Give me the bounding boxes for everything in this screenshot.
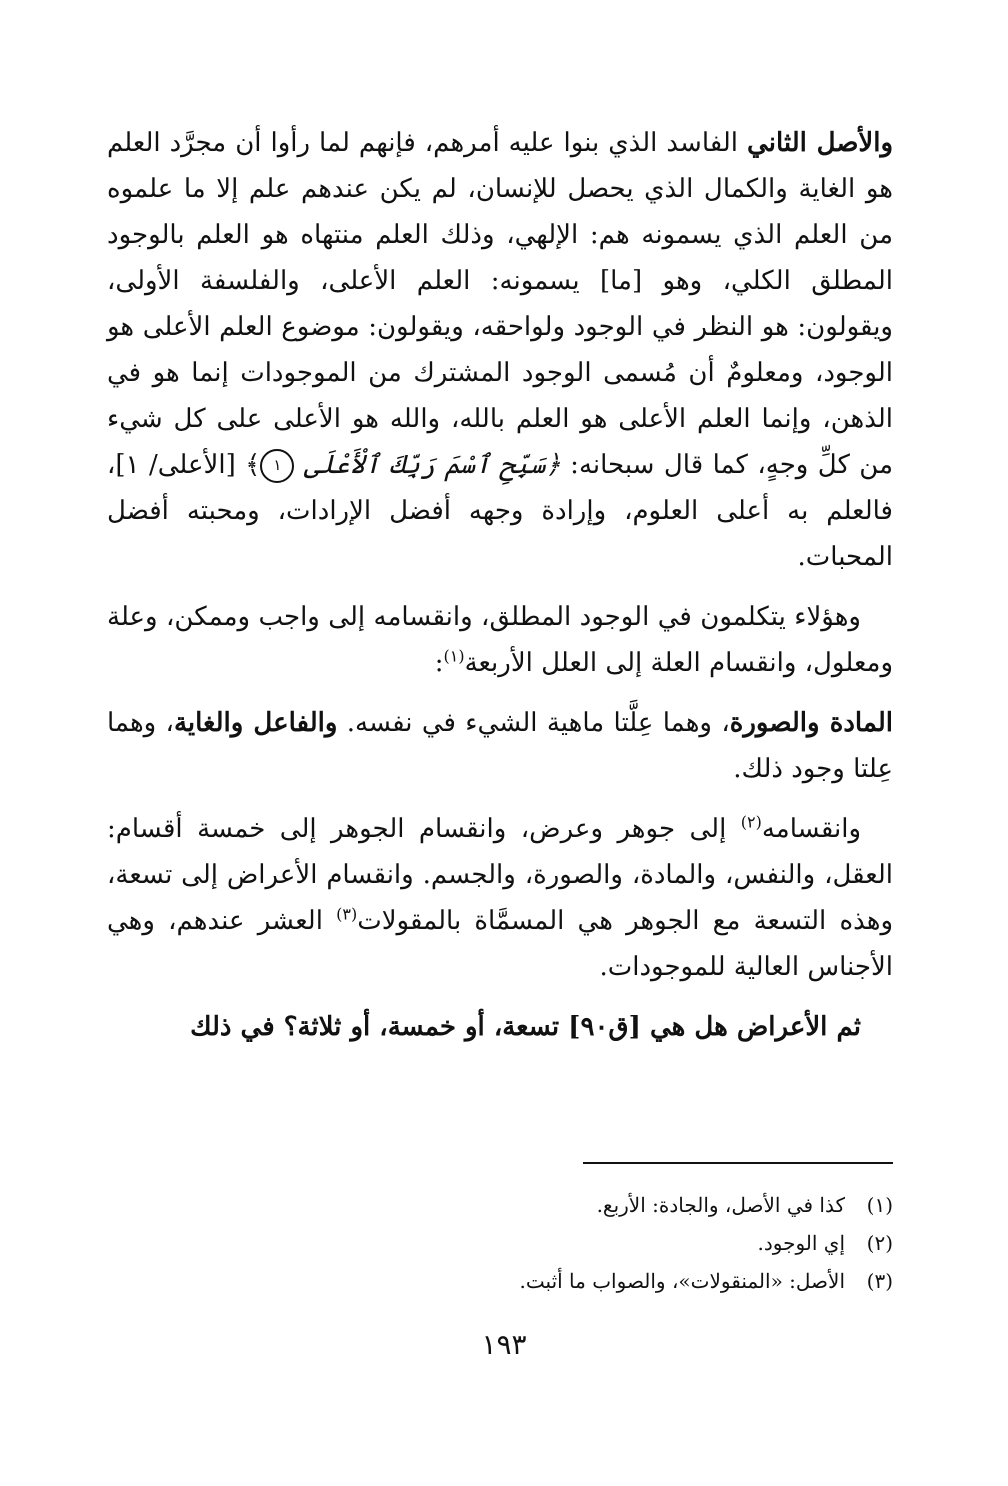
footnote-text: كذا في الأصل، والجادة: الأربع. bbox=[596, 1193, 845, 1217]
paragraph-text: الفاسد الذي بنوا عليه أمرهم، فإنهم لما رأوا أن مجرَّد العلم هو الغاية والكمال الذي يحصل للإنسان، لم يكن عندهم علم إلا ما علموه من العلم الذي يسمونه هم: الإلهي، وذلك العلم منتهاه هو العلم بالوجود المطلق الكلي، وهو [ما] يسمونه: العلم الأعلى، والفلسفة الأولى، ويقولون: هو النظر في الوجود ولواحقه، ويقولون: موضوع العلم الأعلى هو الوجود، ومعلومٌ أن مُسمى الوجود المشترك من الموجودات إنما هو في الذهن، وإنما العلم الأعلى هو العلم بالله، والله هو الأعلى على كل شيء من كلِّ وجهٍ، كما قال سبحانه: bbox=[107, 128, 894, 480]
paragraph-text-continued: : bbox=[434, 648, 444, 678]
footnote-number: (١) bbox=[866, 1193, 893, 1217]
paragraph-4 bbox=[107, 806, 893, 990]
paragraph-text-continued: [الأعلى/ ١]، فالعلم به أعلى العلوم، وإرادة وجهه أفضل الإرادات، ومحبته أفضل المحبات. bbox=[107, 450, 893, 572]
footnote-1 bbox=[300, 1186, 893, 1224]
footnote-number: (٢) bbox=[866, 1231, 893, 1255]
quran-close-bracket: ﴾ bbox=[245, 450, 261, 480]
footnote-text: إي الوجود. bbox=[757, 1231, 845, 1255]
footnote-text: الأصل: «المنقولات»، والصواب ما أثبت. bbox=[519, 1269, 845, 1293]
paragraph-text: ثم الأعراض هل هي [ق٩٠] تسعة، أو خمسة، أو ثلاثة؟ في ذلك bbox=[190, 1012, 861, 1042]
footnote-3 bbox=[300, 1262, 893, 1300]
paragraph-text-continued: ، وهما عِلتا وجود ذلك. bbox=[107, 708, 893, 784]
footnote-ref-2[interactable]: (٢) bbox=[740, 812, 762, 832]
quran-verse: ﴿سَبِّحِ ٱسْمَ رَبِّكَ ٱلْأَعْلَى bbox=[303, 450, 561, 480]
footnote-ref-3[interactable]: (٣) bbox=[336, 904, 358, 924]
footnote-2 bbox=[300, 1224, 893, 1262]
footnote-number: (٣) bbox=[866, 1269, 893, 1293]
bold-lead: المادة والصورة bbox=[729, 708, 893, 738]
paragraph-text: وانقسامه bbox=[761, 814, 861, 844]
paragraph-3 bbox=[107, 700, 893, 792]
bold-lead-2: والفاعل والغاية bbox=[173, 708, 338, 738]
footnote-separator bbox=[583, 1162, 893, 1164]
page-number: ١٩٣ bbox=[481, 1328, 527, 1361]
paragraph-1 bbox=[107, 120, 893, 580]
main-text bbox=[107, 120, 893, 1064]
footnotes bbox=[300, 1186, 893, 1300]
paragraph-5 bbox=[107, 1004, 893, 1050]
bold-lead: والأصل الثاني bbox=[747, 128, 893, 158]
paragraph-text: ، وهما عِلَّتا ماهية الشيء في نفسه. bbox=[337, 708, 730, 738]
footnote-ref-1[interactable]: (١) bbox=[443, 646, 465, 666]
verse-number-marker: ١ bbox=[260, 449, 294, 483]
paragraph-text-continued: إلى جوهر وعرض، وانقسام الجوهر إلى خمسة أقسام: العقل، والنفس، والمادة، والصورة، والجسم. وانقسام الأعراض إلى تسعة، وهذه التسعة مع الجوهر هي المسمَّاة بالمقولات bbox=[107, 814, 893, 936]
paragraph-text: وهؤلاء يتكلمون في الوجود المطلق، وانقسامه إلى واجب وممكن، وعلة ومعلول، وانقسام العلة إلى العلل الأربعة bbox=[107, 602, 893, 678]
paragraph-text-end: العشر عندهم، وهي الأجناس العالية للموجودات. bbox=[107, 906, 893, 982]
paragraph-2 bbox=[107, 594, 893, 686]
